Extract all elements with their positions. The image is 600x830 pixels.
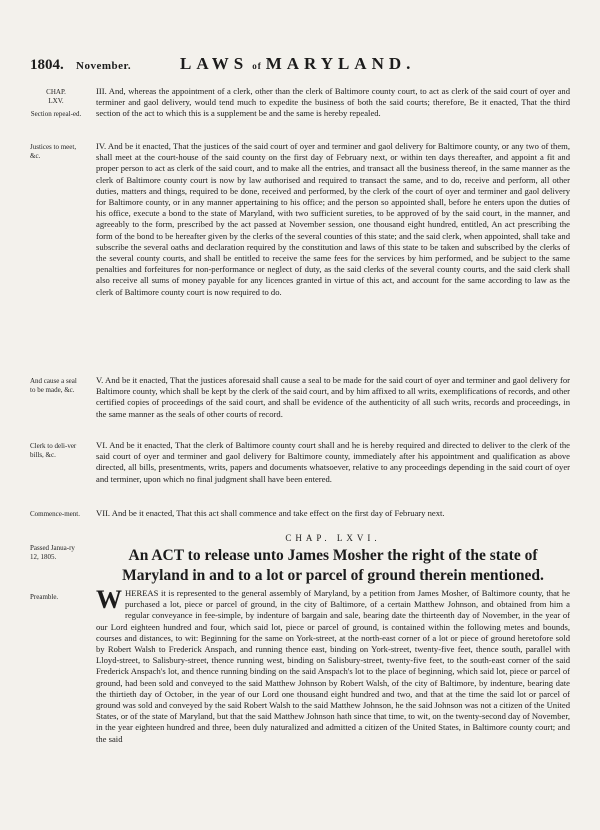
- margin-chap-label: CHAP.: [46, 88, 66, 96]
- header-title-laws: LAWS: [180, 54, 249, 73]
- header-year: 1804.: [30, 57, 64, 73]
- margin-section-repealed: Section repeal-ed.: [30, 110, 82, 118]
- section-iv: IV. And be it enacted, That the justices of the said court of oyer and terminer and gaol delivery for Baltimore county, or any two of them, shall meet at the court-house of the said county on the first day of February next, or within ten days thereafter, and appoint a fit and proper person to act as clerk of the said court, and to make all the entries, and transact all the business thereof, in the same manner as the clerk of Baltimore county court is now by law authorised and required to transact the same, and to do, receive and perform, all other duties, matters and things, required to be done, received and performed, by the clerk of the court of oyer and terminer and gaol delivery for Baltimore county, or in any manner appertaining to his office; and the person so appointed shall, before he enters upon the duties of his office, execute a bond to the state of Maryland, with two sufficient sureties, to be approved of by the said court, in the manner, and agreeably to the form, prescribed by the act passed at November session, one thousand eight hundred, entitled, An act prescribing the form of the bond to be hereafter given by the clerks of the several counties of this state; and the said clerk, when appointed, shall take and subscribe the several oaths and declaration required by the constitution and laws of this state to be taken and subscribed by the clerks of the several county courts, and shall be entitled to receive the same fees for the services by him performed, and be subject to the same penalties and forfeitures for non-performance or neglect of duty, as the said clerks of the several county courts, and the said clerk shall also receive all sums of money payable for any licences granted in virtue of this act, and account for the same according to law as the clerk of Baltimore county court is now required to do.: [96, 141, 570, 297]
- page-header: [30, 54, 470, 76]
- act-title: An ACT to release unto James Mosher the right of the state of Maryland in and to a lot or parcel of ground therein mentioned.: [122, 547, 544, 584]
- margin-justices-to-meet: Justices to meet, &c.: [30, 143, 77, 160]
- drop-cap: W: [96, 585, 122, 614]
- margin-seal-to-be-made: And cause a seal to be made, &c.: [30, 377, 77, 394]
- margin-chap-number: LXV.: [48, 97, 64, 105]
- chapter-66-heading: CHAP. LXVI.: [285, 533, 381, 543]
- header-title-maryland: MARYLAND.: [265, 54, 416, 73]
- section-v: V. And be it enacted, That the justices aforesaid shall cause a seal to be made for the said court of oyer and terminer and gaol delivery for Baltimore county, which shall be kept by the clerk of the said court, and by him affixed to all writs, exemplifications of records, and other certified copies of proceedings of the said court, and shall be evidence of the authenticity of all such writs, records and proceedings, in the same manner as the seals of other courts of record.: [96, 375, 570, 419]
- header-title: [180, 54, 415, 74]
- margin-passed: Passed Janua-ry 12, 1805.: [30, 544, 75, 561]
- margin-preamble: Preamble.: [30, 593, 59, 601]
- margin-clerk-to-deliver: Clerk to deli-ver bills, &c.: [30, 442, 77, 459]
- section-vii: VII. And be it enacted, That this act shall commence and take effect on the first day of February next.: [96, 508, 445, 518]
- header-month: November.: [76, 60, 132, 72]
- margin-commencement: Commence-ment.: [30, 510, 80, 518]
- section-vi: VI. And be it enacted, That the clerk of Baltimore county court shall and he is hereby required and directed to deliver to the clerk of the said court of oyer and terminer and gaol delivery for Baltimore county, immediately after his appointment and qualification as above directed, all bills, presentments, writs, papers and documents whatsoever, relative to any proceedings depending in the said court of oyer and terminer, upon which no final judgment shall have been entered.: [96, 440, 570, 484]
- section-iii: III. And, whereas the appointment of a clerk, other than the clerk of Baltimore county court, to act as clerk of the said court of oyer and terminer and gaol delivery, would tend much to expedite the business of both the said courts; therefore, Be it enacted, That the third section of the act to which this is a supplement be and the same is hereby repealed.: [96, 86, 570, 119]
- header-title-of: of: [252, 61, 262, 71]
- preamble-text: [96, 585, 570, 745]
- preamble-body: HEREAS it is represented to the general assembly of Maryland, by a petition from James Mosher, of Baltimore county, that he purchased a lot, piece or parcel of ground, in the city of Baltimore, of a certain Matthew Johnson, and obtained from him a regular conveyance in fee-simple, by indenture of bargain and sale, bearing date the thirteenth day of November, in the year of our Lord eighteen hundred and four, which said lot, piece or parcel of ground, is contained within the following metes and bounds, courses and distances, to wit: Beginning for the same on York-street, at the north-east corner of a lot or piece of ground heretofore sold by Robert Walsh to Frederick Anspach, and running thence east, binding on York-street, twenty-five feet, thence south, parallel with Lloyd-street, to Salisbury-street, thence running west, binding on Salisbury-street, twenty-five feet, to the south-east corner of the said Frederick Anspach's lot, and thence running binding on the said Anspach's lot to the place of beginning, which said lot, piece or parcel of ground, had been sold and conveyed to the said Matthew Johnson by Robert Walsh, of the city of Baltimore, by indenture, bearing date the thirtieth day of October, in the year of our Lord one thousand eight hundred and two, and that at the time the said lot or parcel of ground was sold and conveyed by the said Robert Walsh to the said Matthew Johnson, he the said Johnson was not a citizen of the United States, or of the state of Maryland, but that the said Matthew Johnson hath since that time, to wit, on the twenty-second day of November, in the year eighteen hundred and three, been duly naturalized and admitted a citizen of the United States, in Baltimore county court; and the said: [96, 588, 570, 744]
